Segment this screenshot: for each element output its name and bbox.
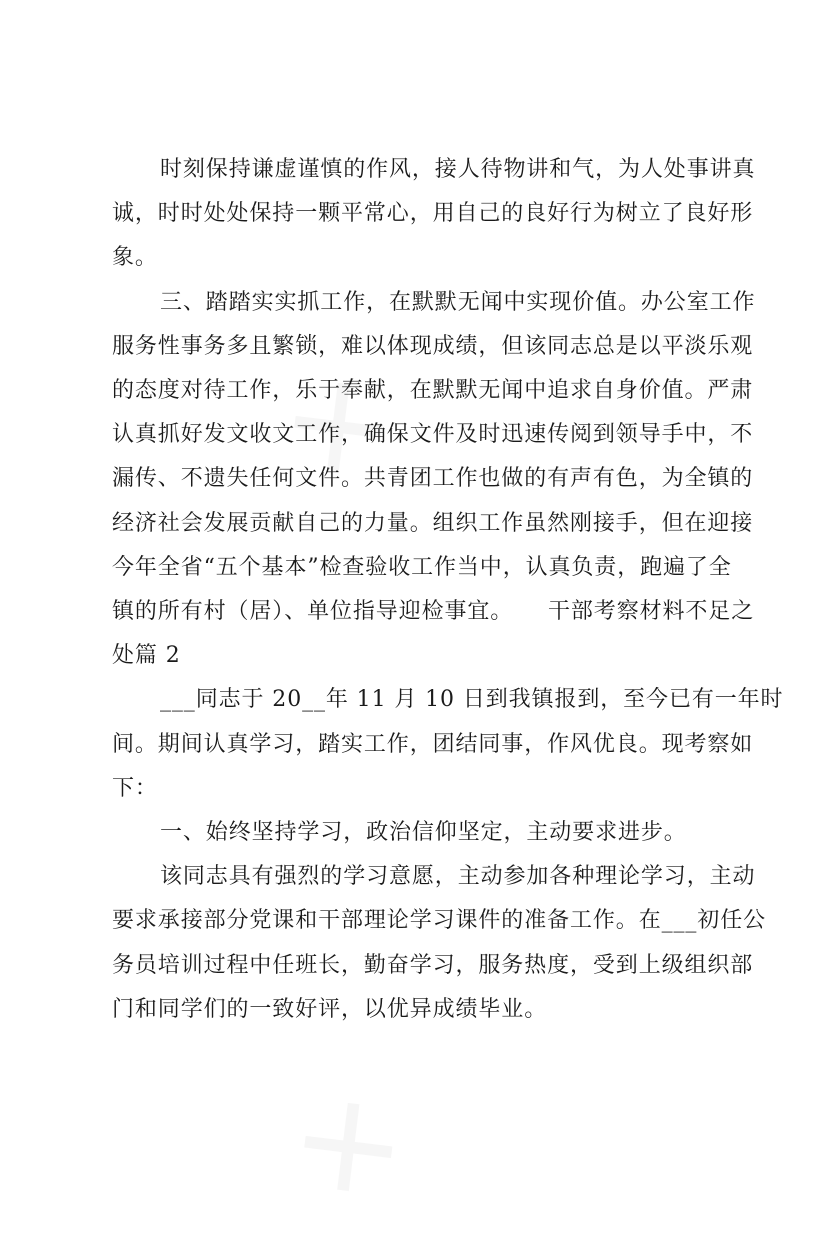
text-line: 一、始终坚持学习，政治信仰坚定，主动要求进步。 xyxy=(160,820,687,846)
text-line: 漏传、不遗失任何文件。共青团工作也做的有声有色，为全镇的 xyxy=(112,466,754,492)
text-line: 镇的所有村（居）、单位指导迎检事宜。 干部考察材料不足之 xyxy=(112,599,755,625)
text-line: 诚，时时处处保持一颗平常心，用自己的良好行为树立了良好形 xyxy=(112,201,754,227)
text-line: 要求承接部分党课和干部理论学习课件的准备工作。在___初任公 xyxy=(112,908,767,934)
text-line: 务员培训过程中任班长，勤奋学习，服务热度，受到上级组织部 xyxy=(112,952,754,978)
watermark-icon xyxy=(268,1064,433,1235)
text-line: 服务性事务多且繁锁，难以体现成绩，但该同志总是以平淡乐观 xyxy=(112,333,754,359)
text-line: 间。期间认真学习，踏实工作，团结同事，作风优良。现考察如 xyxy=(112,731,754,757)
text-line: 时刻保持谦虚谨慎的作风，接人待物讲和气，为人处事讲真 xyxy=(160,157,756,182)
text-line: ___同志于 20__年 11 月 10 日到我镇报到，至今已有一年时 xyxy=(160,687,784,713)
text-line: 象。 xyxy=(112,245,158,271)
text-line: 认真抓好发文收文工作，确保文件及时迅速传阅到领导手中，不 xyxy=(112,422,754,448)
text-line: 的态度对待工作，乐于奉献，在默默无闻中追求自身价值。严肃 xyxy=(112,378,754,404)
text-line: 该同志具有强烈的学习意愿，主动参加各种理论学习，主动 xyxy=(160,864,756,890)
text-line: 经济社会发展贡献自己的力量。组织工作虽然刚接手，但在迎接 xyxy=(112,510,754,536)
text-line: 处篇 2 xyxy=(112,643,181,669)
text-line: 门和同学们的一致好评，以优异成绩毕业。 xyxy=(112,996,548,1022)
text-line: 三、踏踏实实抓工作，在默默无闻中实现价值。办公室工作 xyxy=(160,289,756,315)
text-line: 下： xyxy=(112,775,158,801)
text-line: 今年全省“五个基本”检查验收工作当中，认真负责，跑遍了全 xyxy=(112,554,732,580)
document-body xyxy=(112,148,784,1032)
